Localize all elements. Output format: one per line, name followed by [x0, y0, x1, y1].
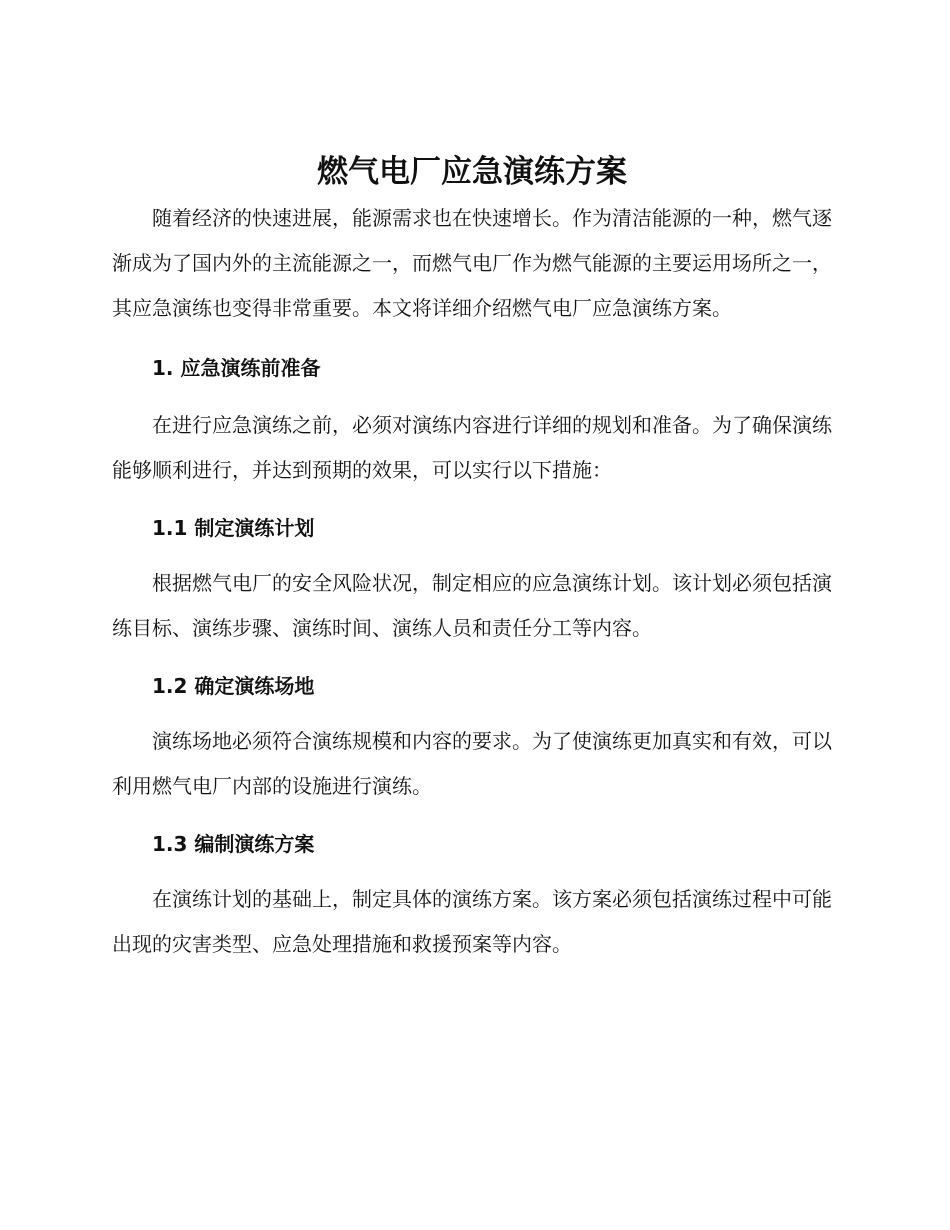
document-title: 燃气电厂应急演练方案: [317, 154, 627, 190]
section-heading-1-3: 1.3 编制演练方案: [152, 832, 315, 856]
section-body-1: 在进行应急演练之前，必须对演练内容进行详细的规划和准备。为了确保演练能够顺利进行，并达到预期的效果，可以实行以下措施：: [112, 413, 832, 482]
section-heading-1-1: 1.1 制定演练计划: [152, 516, 315, 540]
section-heading-1-2: 1.2 确定演练场地: [152, 674, 315, 698]
intro-paragraph: 随着经济的快速进展，能源需求也在快速增长。作为清洁能源的一种，燃气逐渐成为了国内外的主流能源之一，而燃气电厂作为燃气能源的主要运用场所之一，其应急演练也变得非常重要。本文将详细介绍燃气电厂应急演练方案。: [112, 206, 832, 320]
section-body-1-1: 根据燃气电厂的安全风险状况，制定相应的应急演练计划。该计划必须包括演练目标、演练步骤、演练时间、演练人员和责任分工等内容。: [112, 571, 832, 640]
section-heading-1: 1. 应急演练前准备: [152, 356, 321, 380]
section-body-1-3: 在演练计划的基础上，制定具体的演练方案。该方案必须包括演练过程中可能出现的灾害类型、应急处理措施和救援预案等内容。: [112, 887, 832, 956]
section-body-1-2: 演练场地必须符合演练规模和内容的要求。为了使演练更加真实和有效，可以利用燃气电厂内部的设施进行演练。: [112, 729, 832, 798]
document-page: [112, 150, 832, 967]
